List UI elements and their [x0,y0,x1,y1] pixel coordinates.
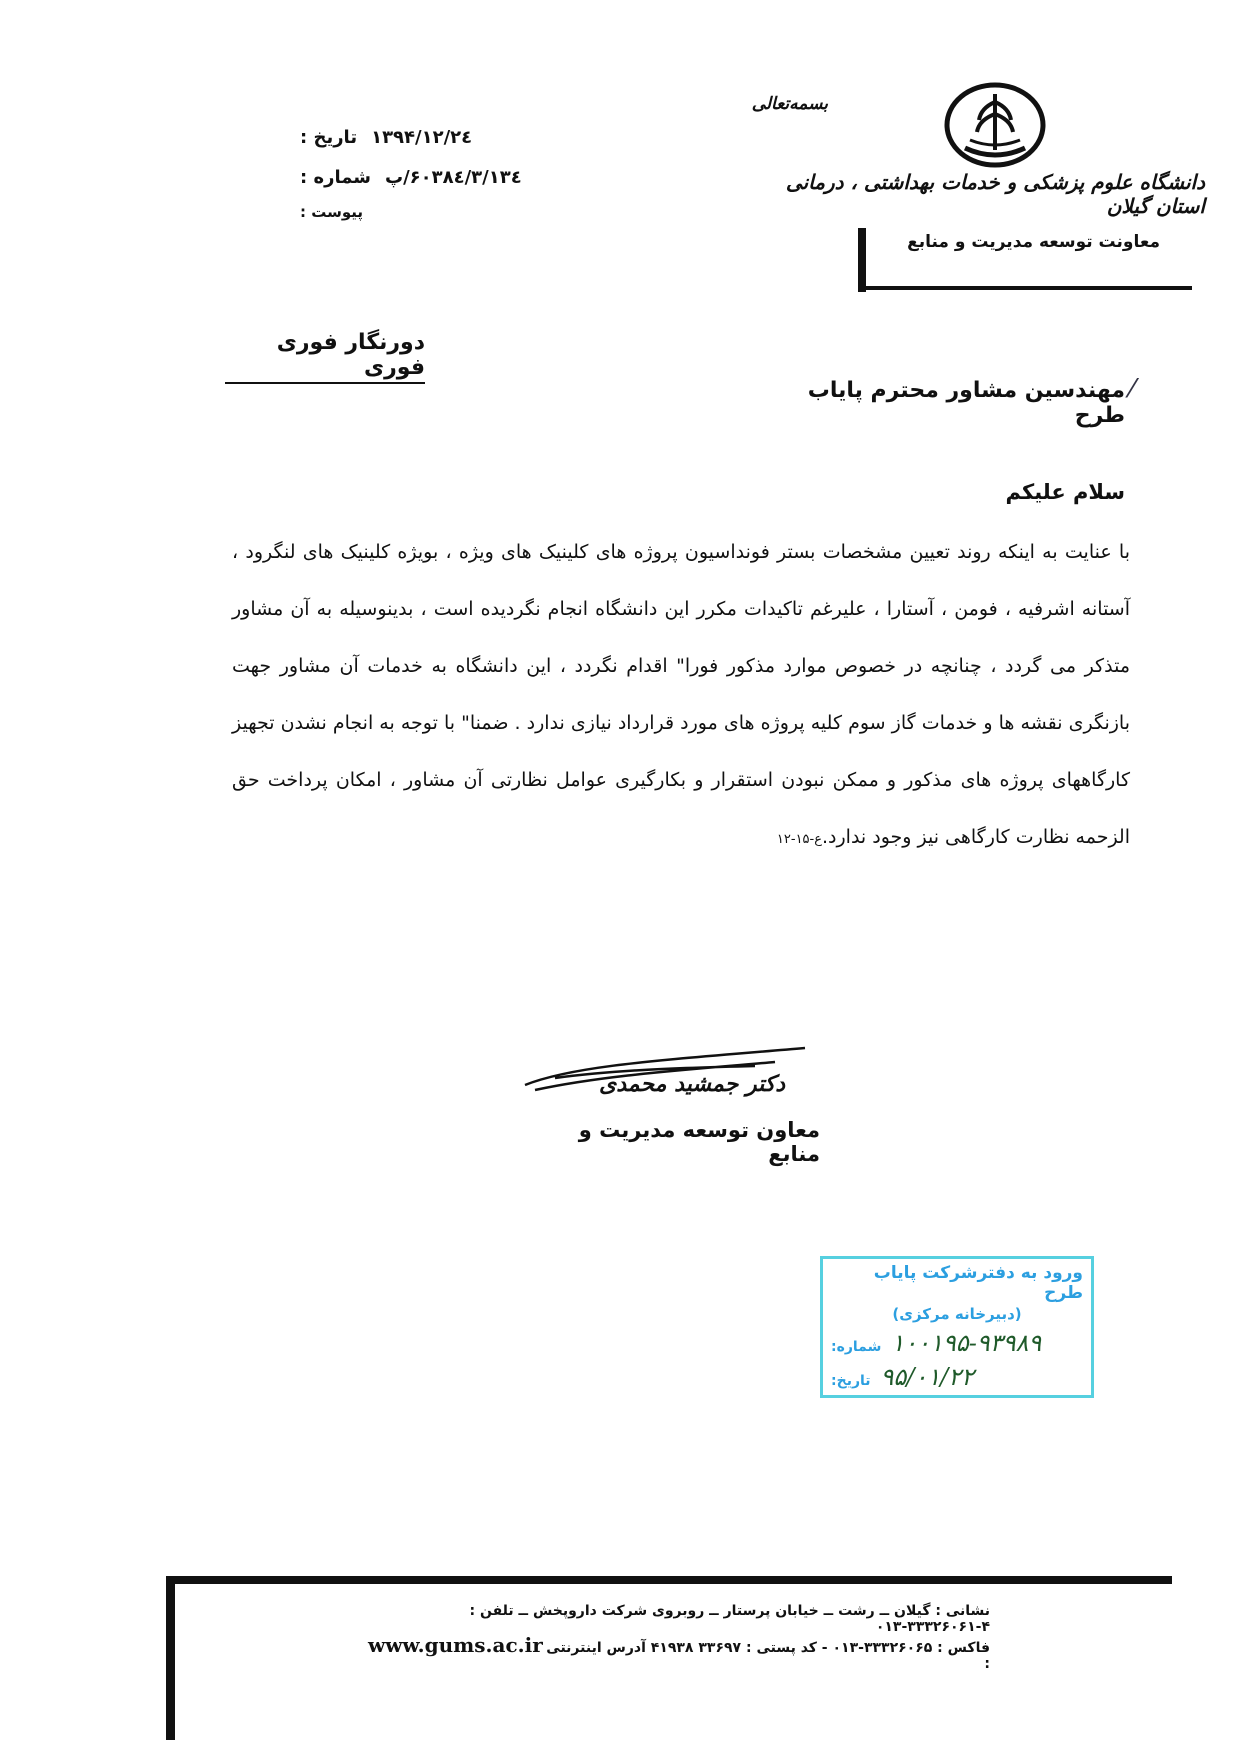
footer-rule [166,1576,1172,1584]
stamp-number-label: شماره: [831,1339,882,1355]
footer-website: www.gums.ac.ir [368,1633,543,1657]
number-value: ۳/۱۳٤/۶۰۳۸٤/پ [384,167,522,188]
reference-code: ع-۱۵-۱۲ [776,832,822,847]
fax-urgency-note: دورنگار فوری فوری [225,330,425,384]
footer-fax-postal: فاکس : ۳۳۳۲۶۰۶۵-۰۱۳ - کد پستی : ۳۳۶۹۷ ۴۱۹۳۸ آدرس اینترنتی : [546,1640,990,1672]
attachment-row [300,198,565,226]
stamp-line1: ورود به دفترشرکت پایاب طرح [873,1263,1083,1303]
stamp-date-label: تاریخ: [831,1373,871,1389]
stamp-date-value: ۹۵/۰۱/۲۲ [880,1363,975,1391]
letter-meta [300,118,565,226]
number-row [300,158,565,198]
department-bar-bottom [858,286,1192,290]
recipient: مهندسین مشاور محترم پایاب طرح [807,378,1125,428]
footer-address: نشانی : گیلان ــ رشت ــ خیابان پرستار ــ روبروی شرکت داروپخش ــ تلفن : ۴-۳۳۳۲۶۰۶۱-۰۱۳ [469,1603,990,1635]
check-mark-icon: ⁄ [1130,374,1135,404]
stamp-date-row [831,1363,1083,1391]
date-value: ۱۳۹۴/۱۲/۲٤ [371,127,473,148]
date-label: تاریخ : [300,127,358,148]
stamp-number-value: ۱۰۰۱۹۵-۹۳۹۸۹ [891,1329,1042,1357]
department-label: معاونت توسعه مدیریت و منابع [907,232,1160,252]
number-label: شماره : [300,167,371,188]
stamp-line2: (دبیرخانه مرکزی) [892,1305,1022,1323]
signer-title: معاون توسعه مدیریت و منابع [578,1118,820,1166]
department-bar [858,228,866,292]
signer-name: دکتر جمشید محمدی [599,1072,785,1097]
letter-body-text: با عنایت به اینکه روند تعیین مشخصات بستر فونداسیون پروژه های کلینیک های ویژه ، بویژه کلینیک های لنگرود ، آستانه اشرفیه ، فومن ، آستارا ، علیرغم تاکیدات مکرر این دانشگاه انجام نگردیده است ، بدینوسیله به آن مشاور متذکر می گردد ، چنانچه در خصوص موارد مذکور فورا" اقدام نگردد ، این دانشگاه به خدمات آن مشاور جهت بازنگری نقشه ها و خدمات گاز سوم کلیه پروژه های مورد قرارداد نیازی ندارد . ضمنا" با توجه به انجام نشدن تجهیز کارگاههای پروژه های مذکور و ممکن نبودن استقرار و بکارگیری عوامل نظارتی آن مشاور ، امکان پرداخت حق الزحمه نظارت کارگاهی نیز وجود ندارد. [232,541,1130,848]
attachment-label: پیوست : [300,203,364,221]
university-name: دانشگاه علوم پزشکی و خدمات بهداشتی ، درمانی استان گیلان [785,170,1205,218]
basmala-heading: بسمه‌تعالی [751,94,828,114]
footer-contact [368,1633,990,1672]
footer-bar [166,1576,175,1740]
date-row [300,118,565,158]
greeting: سلام علیکم [1005,480,1125,504]
stamp-number-row [831,1329,1083,1357]
university-logo-icon [940,80,1050,170]
letter-body [232,524,1130,868]
receipt-stamp [820,1256,1094,1398]
